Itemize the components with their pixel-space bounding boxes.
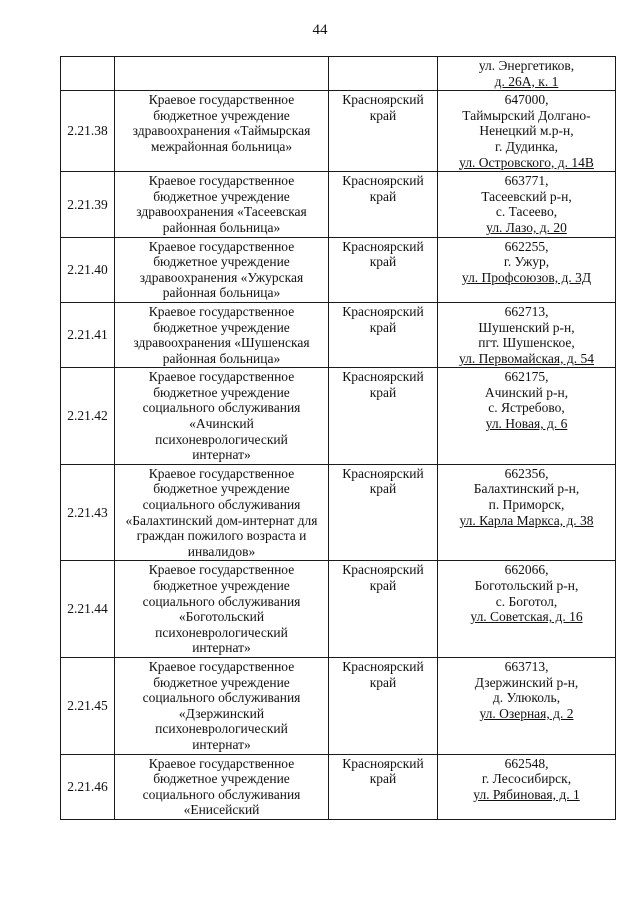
institution-name-line: Краевое государственное [148,238,295,254]
address-cell [438,464,616,561]
address-line: ул. Энергетиков, [478,58,575,73]
institution-name-line: Краевое государственное [148,658,295,674]
address-line: 662356, [504,465,549,481]
address-line: 662255, [504,238,549,254]
address-line: Шушенский р-н, [478,319,575,335]
region-line: край [369,319,397,335]
region-line: Красноярский [342,369,424,385]
institution-name-line: Краевое государственное [148,465,295,481]
address-line: г. Ужур, [503,254,550,270]
address-line: 662548, [504,755,549,771]
address-line: ул. Новая, д. 6 [485,416,568,432]
row-number-cell: 2.21.41 [61,302,115,367]
institution-name-line: межрайонная больница» [150,138,293,154]
row-number-cell: 2.21.43 [61,464,115,561]
region-cell [329,302,438,367]
institution-name-line: здравоохранения «Шушенская [133,335,310,351]
region-line: край [369,771,397,787]
address-line: 647000, [504,92,549,108]
address-line: Дзержинский р-н, [474,674,579,690]
region-line: край [369,107,397,123]
row-number-cell: 2.21.38 [61,91,115,172]
institution-name-line: социального обслуживания [142,786,301,802]
address-line: д. 26А, к. 1 [494,73,559,89]
institution-name-line: районная больница» [162,350,281,366]
institution-name-line: «Ачинский [189,416,254,432]
address-cell [438,57,616,91]
institution-name-line: Краевое государственное [148,92,295,108]
page-number: 44 [312,22,328,38]
region-cell [329,464,438,561]
institution-name-line: психоневрологический [155,721,288,737]
institution-name-line: районная больница» [162,285,281,301]
institution-name-cell [115,754,329,819]
region-cell [329,368,438,465]
row-number-cell [61,57,115,91]
region-line: Красноярский [342,658,424,674]
region-cell [329,91,438,172]
table-row [61,302,616,367]
address-line: Ачинский р-н, [484,384,569,400]
institution-name-line: бюджетное учреждение [153,674,290,690]
address-line: пгт. Шушенское, [478,335,575,351]
institution-name-line: Краевое государственное [148,369,295,385]
institution-name-line: бюджетное учреждение [153,107,290,123]
institution-name-cell [115,237,329,302]
institution-name-line: интернат» [192,736,251,752]
region-cell [329,237,438,302]
institution-name-line: интернат» [192,640,251,656]
institution-name-cell [115,657,329,754]
region-line: край [369,254,397,270]
institution-name-line: социального обслуживания [142,497,301,513]
row-number-cell: 2.21.45 [61,657,115,754]
region-cell [329,561,438,658]
table-row [61,237,616,302]
institution-name-line: «Дзержинский [178,705,265,721]
institution-name-line: инвалидов» [187,543,256,559]
address-line: Таймырский Долгано- [462,107,591,123]
region-line: край [369,578,397,593]
address-line: п. Приморск, [488,497,565,513]
address-line: 663713, [504,658,549,674]
address-cell [438,91,616,172]
institution-name-line: здравоохранения «Тасеевская [136,204,307,220]
institutions-table [60,56,616,820]
institution-name-line: бюджетное учреждение [153,319,290,335]
address-line: д. Улюколь, [492,690,561,706]
institution-name-line: психоневрологический [155,431,288,447]
address-cell [438,172,616,237]
address-line: ул. Рябиновая, д. 1 [473,786,580,802]
address-line: ул. Советская, д. 16 [470,609,583,625]
address-cell [438,237,616,302]
institution-name-line: районная больница» [162,219,281,235]
row-number-cell: 2.21.46 [61,754,115,819]
row-number-cell: 2.21.44 [61,561,115,658]
institution-name-cell [115,302,329,367]
address-line: ул. Карла Маркса, д. 38 [459,512,594,528]
institution-name-cell [115,172,329,237]
row-number-cell: 2.21.42 [61,368,115,465]
region-line: Красноярский [342,755,424,771]
region-line: край [369,674,397,690]
institution-name-line: бюджетное учреждение [153,384,290,400]
address-line: г. Лесосибирск, [481,771,572,787]
region-line: Красноярский [342,238,424,254]
institution-name-line: интернат» [192,447,251,463]
institution-name-line: Краевое государственное [148,562,295,578]
institution-name-line: граждан пожилого возраста и [136,528,307,544]
institution-name-cell [115,57,329,91]
institution-name-line: Краевое государственное [148,173,295,189]
institution-name-line: Краевое государственное [148,755,295,771]
address-line: с. Тасеево, [495,204,558,220]
address-line: Боготольский р-н, [474,578,579,593]
address-line: ул. Лазо, д. 20 [486,219,567,235]
region-cell [329,57,438,91]
table-row [61,754,616,819]
address-line: г. Дудинка, [495,138,558,154]
table-body [61,57,616,820]
region-cell [329,754,438,819]
institution-name-line: психоневрологический [155,624,288,640]
institution-name-line: «Балахтинский дом-интернат для [125,512,318,528]
table-row [61,368,616,465]
address-line: ул. Островского, д. 14В [459,154,594,170]
address-line: Тасеевский р-н, [481,188,572,204]
address-cell [438,754,616,819]
address-line: с. Ястребово, [488,400,565,416]
address-cell [438,561,616,658]
address-cell [438,302,616,367]
region-line: Красноярский [342,465,424,481]
address-cell [438,368,616,465]
region-line: Красноярский [342,173,424,189]
table-row [61,464,616,561]
institution-name-line: социального обслуживания [142,593,301,609]
institution-name-cell [115,91,329,172]
address-line: с. Боготол, [495,593,558,609]
institution-name-line: бюджетное учреждение [153,771,290,787]
address-line: Балахтинский р-н, [473,481,580,497]
table-row [61,561,616,658]
address-line: 663771, [504,173,549,189]
institution-name-cell [115,561,329,658]
table-row [61,172,616,237]
institution-name-line: здравоохранения «Таймырская [132,123,311,139]
institution-name-line: социального обслуживания [142,690,301,706]
address-line: ул. Первомайская, д. 54 [459,350,594,366]
region-line: Красноярский [342,303,424,319]
address-line: ул. Профсоюзов, д. 3Д [461,269,592,285]
institution-name-line: «Енисейский [183,802,260,818]
address-line: 662713, [504,303,549,319]
row-number-cell: 2.21.39 [61,172,115,237]
institution-name-line: бюджетное учреждение [153,578,290,593]
row-number-cell: 2.21.40 [61,237,115,302]
table-row [61,91,616,172]
region-line: край [369,481,397,497]
address-line: 662066, [504,562,549,578]
region-cell [329,172,438,237]
table-row [61,657,616,754]
institution-name-line: «Боготольский [178,609,265,625]
region-line: Красноярский [342,92,424,108]
table-row-continuation [61,57,616,91]
institution-name-line: бюджетное учреждение [153,481,290,497]
institution-name-cell [115,368,329,465]
region-line: Красноярский [342,562,424,578]
institution-name-line: Краевое государственное [148,303,295,319]
institution-name-cell [115,464,329,561]
institution-name-line: бюджетное учреждение [153,188,290,204]
address-line: 662175, [504,369,549,385]
address-line: Ненецкий м.р-н, [479,123,574,139]
institution-name-line: здравоохранения «Ужурская [139,269,304,285]
region-cell [329,657,438,754]
region-line: край [369,188,397,204]
address-line: ул. Озерная, д. 2 [479,705,574,721]
institution-name-line: социального обслуживания [142,400,301,416]
region-line: край [369,384,397,400]
institution-name-line: бюджетное учреждение [153,254,290,270]
address-cell [438,657,616,754]
